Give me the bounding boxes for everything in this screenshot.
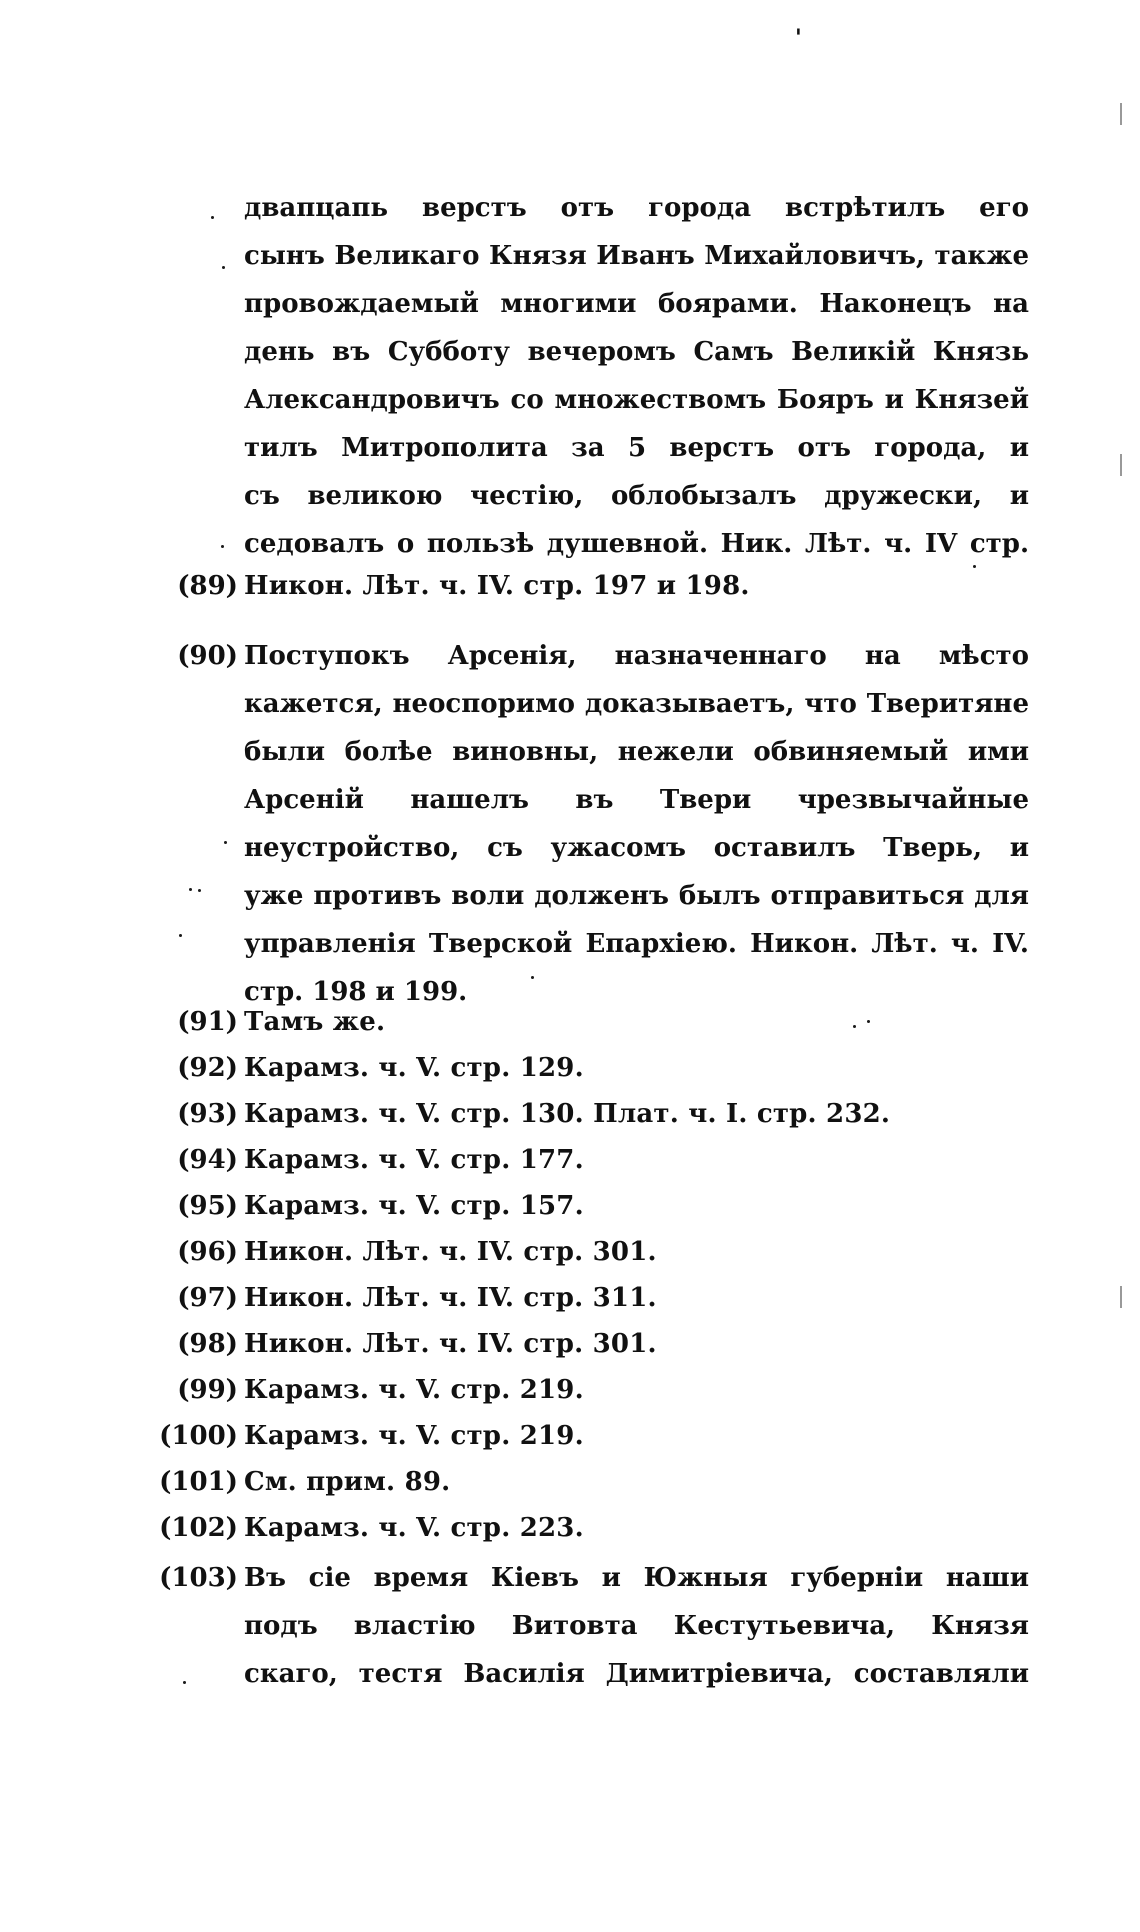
top-mark: ' — [795, 25, 802, 51]
note-number: (93) — [177, 1099, 238, 1129]
paragraph-line: день въ Субботу вечеромъ Самъ Великій Князь — [244, 337, 1029, 367]
note-line: неустройство, съ ужасомъ оставилъ Тверь, и — [244, 833, 1029, 863]
note-number: (91) — [177, 1007, 238, 1037]
scan-speck — [973, 565, 976, 568]
scan-speck — [179, 934, 182, 937]
paragraph-line: съ великою честію, облобызалъ дружески, и — [244, 481, 1029, 511]
scan-speck — [853, 1025, 856, 1028]
note-text: Карамз. ч. V. стр. 129. — [244, 1053, 584, 1083]
scan-speck — [183, 1681, 186, 1684]
scan-speck — [222, 266, 225, 269]
note-paragraph — [244, 1562, 1029, 1690]
note-number: (98) — [177, 1329, 238, 1359]
note-line: были болѣе виновны, нежели обвиняемый ими — [244, 737, 1029, 767]
scan-speck — [224, 841, 227, 844]
note-text: Карамз. ч. V. стр. 219. — [244, 1421, 584, 1451]
scan-mark — [1120, 103, 1122, 125]
scan-speck — [221, 545, 224, 548]
paragraph-line: провождаемый многими боярами. Наконецъ на — [244, 289, 1029, 319]
note-number: (90) — [177, 641, 238, 671]
note-text: Карамз. ч. V. стр. 130. Плат. ч. I. стр. 232. — [244, 1099, 891, 1129]
note-text: Никон. Лѣт. ч. IV. стр. 301. — [244, 1237, 657, 1267]
note-text: Никон. Лѣт. ч. IV. стр. 301. — [244, 1329, 657, 1359]
paragraph-line: Александровичъ со множествомъ Бояръ и Князей — [244, 385, 1029, 415]
note-line: скаго, тестя Василія Димитріевича, составляли — [244, 1659, 1029, 1689]
note-line: кажется, неоспоримо доказываетъ, что Тверитяне — [244, 689, 1029, 719]
scan-speck — [198, 889, 201, 892]
paragraph-line: тилъ Митрополита за 5 верстъ отъ города, и — [244, 433, 1029, 463]
note-number: (92) — [177, 1053, 238, 1083]
note-line: Въ сіе время Кіевъ и Южныя губерніи наши — [244, 1563, 1029, 1593]
note-number: (97) — [177, 1283, 238, 1313]
note-text: Никон. Лѣт. ч. IV. стр. 197 и 198. — [244, 571, 750, 601]
note-text: Никон. Лѣт. ч. IV. стр. 311. — [244, 1283, 657, 1313]
note-number: (101) — [159, 1467, 238, 1497]
paragraph-line: сынъ Великаго Князя Иванъ Михайловичъ, также — [244, 241, 1029, 271]
note-number: (103) — [159, 1563, 238, 1593]
note-text: Карамз. ч. V. стр. 219. — [244, 1375, 584, 1405]
note-number: (95) — [177, 1191, 238, 1221]
note-number: (102) — [159, 1513, 238, 1543]
note-line: Арсеній нашелъ въ Твери чрезвычайные — [244, 785, 1029, 815]
note-line: уже противъ воли долженъ былъ отправиться для — [244, 881, 1029, 911]
scan-speck — [531, 976, 534, 979]
note-text: См. прим. 89. — [244, 1467, 451, 1497]
note-number: (94) — [177, 1145, 238, 1175]
paragraph-line: двапцапь верстъ отъ города встрѣтилъ его — [244, 193, 1029, 223]
note-text: Карамз. ч. V. стр. 157. — [244, 1191, 584, 1221]
note-line: управленія Тверской Епархіею. Никон. Лѣт. ч. IV. — [244, 929, 1029, 959]
note-number: (99) — [177, 1375, 238, 1405]
note-text: Карамз. ч. V. стр. 177. — [244, 1145, 584, 1175]
note-line: стр. 198 и 199. — [244, 977, 468, 1007]
scan-speck — [211, 216, 214, 219]
paragraph-continuation — [244, 192, 1029, 560]
note-text: Тамъ же. — [244, 1007, 386, 1037]
note-text: Карамз. ч. V. стр. 223. — [244, 1513, 584, 1543]
note-number: (89) — [177, 571, 238, 601]
paragraph-line: седовалъ о пользѣ душевной. Ник. Лѣт. ч. IV стр. — [244, 529, 1029, 559]
note-line: Поступокъ Арсенія, назначеннаго на мѣсто — [244, 641, 1029, 671]
scan-speck — [189, 888, 192, 891]
scan-speck — [867, 1020, 870, 1023]
note-number: (100) — [159, 1421, 238, 1451]
note-number: (96) — [177, 1237, 238, 1267]
scan-mark — [1120, 454, 1122, 476]
scan-mark — [1120, 1286, 1122, 1308]
note-paragraph — [244, 640, 1029, 1008]
note-line: подъ властію Витовта Кестутьевича, Князя — [244, 1611, 1029, 1641]
